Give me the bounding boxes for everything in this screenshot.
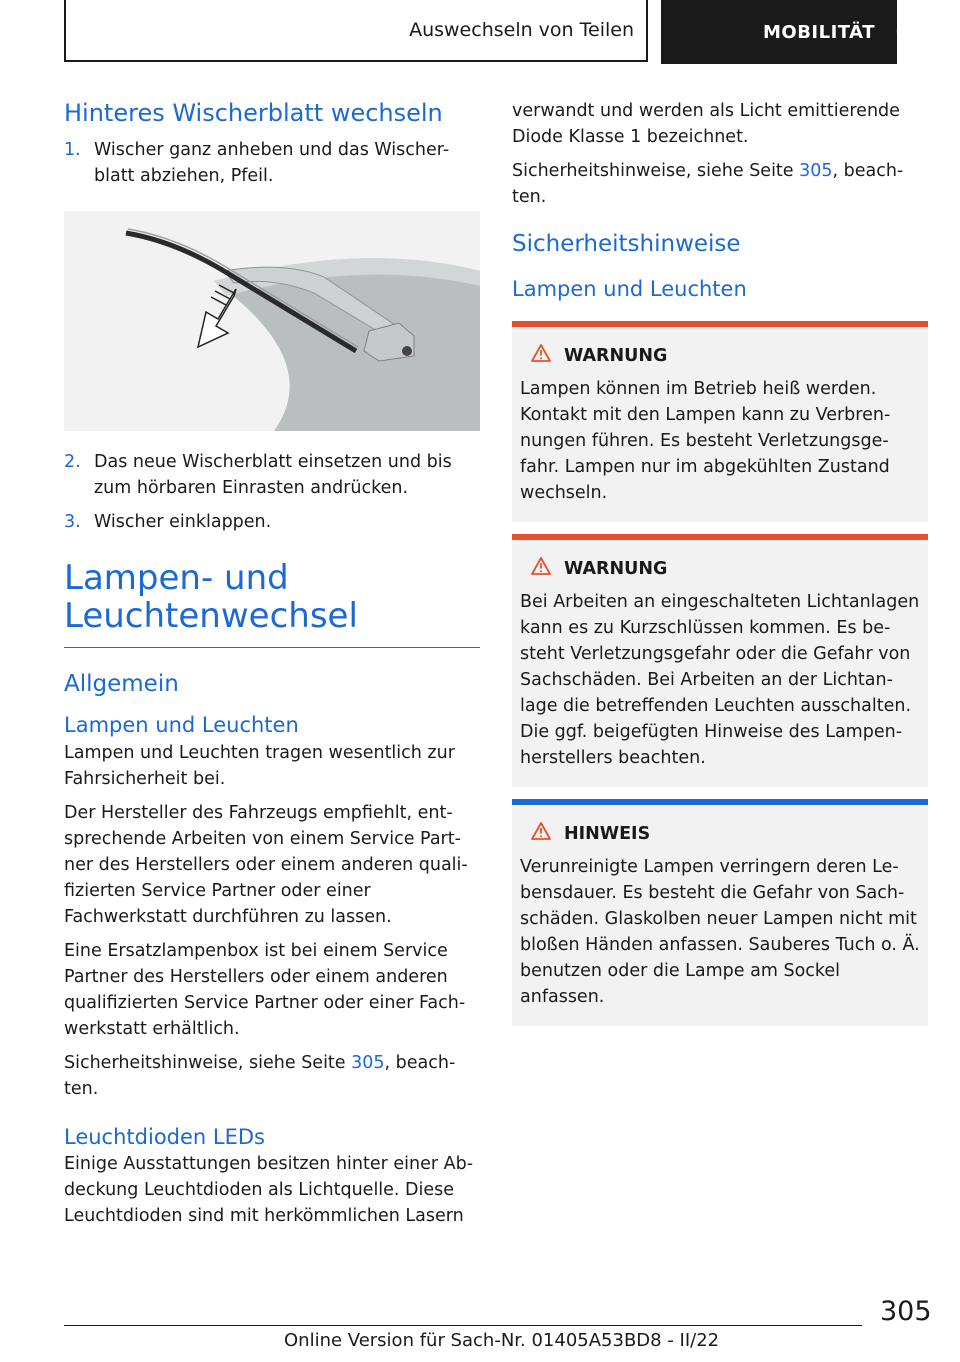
safety-reference [64,1050,480,1102]
warning-title: WARNUNG [564,345,668,366]
wiper-illustration [64,211,480,431]
safety-reference-suffix: , beach-ten. [64,1052,456,1099]
lamp-chapter-heading [64,559,480,648]
notice-title-row [530,821,920,846]
wiper-heading: Hinteres Wischerblatt wechseln [64,99,443,127]
warning-title: WARNUNG [564,558,668,579]
chapter-title: MOBILITÄT [763,21,875,43]
warning-box [512,534,928,787]
warning-text: Lampen können im Betrieb heiß werden. Kontakt mit den Lampen kann zu Verbren-nungen führen. Es besteht Verletzungsge-fahr. Lampen nur im abgekühlten Zustand wechseln. [520,379,891,504]
footer-online-version: Online Version für Sach-Nr. 01405A53BD8 - II/22 [284,1330,720,1351]
step-item [64,137,480,189]
car-icon [895,20,929,45]
footer-divider [64,1325,862,1326]
led-heading: Leuchtdioden LEDs [64,1124,265,1149]
step-item [64,449,480,501]
warning-triangle-icon [530,343,552,368]
right-column [512,98,928,1038]
warning-text: Bei Arbeiten an eingeschalteten Lichtanlagen kann es zu Kurzschlüssen kommen. Es be-steht Verletzungsgefahr oder die Gefahr von Sachschäden. Bei Arbeiten an der Lichtan-lage die betreffenden Leuchten ausschalten. Die ggf. beigefügten Hinweise des Lampen-herstellers beachten. [520,592,920,769]
warning-box [512,321,928,522]
page-link[interactable]: 305 [799,161,833,181]
step-text: Wischer ganz anheben und das Wischer-blatt abziehen, Pfeil. [94,140,450,187]
lamps-heading: Lampen und Leuchten [64,713,299,738]
paragraph: verwandt und werden als Licht emittierende Diode Klasse 1 bezeichnet. [512,101,900,147]
paragraph: Einige Ausstattungen besitzen hinter einer Ab-deckung Leuchtdioden als Lichtquelle. Diese Leuchtdioden sind mit herkömmlichen Lasern [64,1153,474,1226]
notice-box [512,799,928,1026]
chapter-tab [661,0,897,64]
step-number: 3. [64,512,81,533]
wiper-steps-continued [64,449,480,535]
warning-title-row [530,556,920,581]
lamp-chapter-heading-line2: Leuchtenwechsel [64,596,358,637]
step-text: Wischer einklappen. [94,512,272,533]
notice-triangle-icon [530,821,552,846]
section-title: Auswechseln von Teilen [409,19,634,41]
safety-reference [512,158,928,210]
page-number: 305 [880,1296,932,1327]
wiper-steps [64,137,480,189]
step-number: 1. [64,140,81,161]
notice-title: HINWEIS [564,823,651,844]
paragraph: Lampen und Leuchten tragen wesentlich zur Fahrsicherheit bei. [64,742,455,789]
step-number: 2. [64,452,81,473]
lamp-chapter-heading-line1: Lampen- und [64,558,289,599]
general-heading: Allgemein [64,671,179,698]
safety-reference-suffix: , beach-ten. [512,161,904,207]
warning-triangle-icon [530,556,552,581]
page-link[interactable]: 305 [351,1052,385,1073]
safety-reference-text: Sicherheitshinweise, siehe Seite [512,161,800,181]
section-tab [64,0,648,62]
warning-title-row [530,343,920,368]
notice-text: Verunreinigte Lampen verringern deren Le-bensdauer. Es besteht die Gefahr von Sach-schäden. Glaskolben neuer Lampen nicht mit bloßen Händen anfassen. Sauberes Tuch o. Ä. benutzen oder die Lampe am Sockel anfassen. [520,857,920,1008]
paragraph: Der Hersteller des Fahrzeugs empfiehlt, ent-sprechende Arbeiten von einem Service Part-ner des Herstellers oder einem anderen quali-fizierten Service Partner oder einer Fachwerkstatt durchführen zu lassen. [64,802,468,927]
step-item [64,509,480,535]
safety-lamps-heading: Lampen und Leuchten [512,276,747,301]
left-column [64,98,480,1237]
safety-reference-text: Sicherheitshinweise, siehe Seite [64,1052,352,1073]
paragraph: Eine Ersatzlampenbox ist bei einem Service Partner des Herstellers oder einem anderen qualifizierten Service Partner oder einer Fach-werkstatt erhältlich. [64,940,466,1039]
safety-heading: Sicherheitshinweise [512,231,741,257]
step-text: Das neue Wischerblatt einsetzen und bis zum hörbaren Einrasten andrücken. [94,452,452,499]
